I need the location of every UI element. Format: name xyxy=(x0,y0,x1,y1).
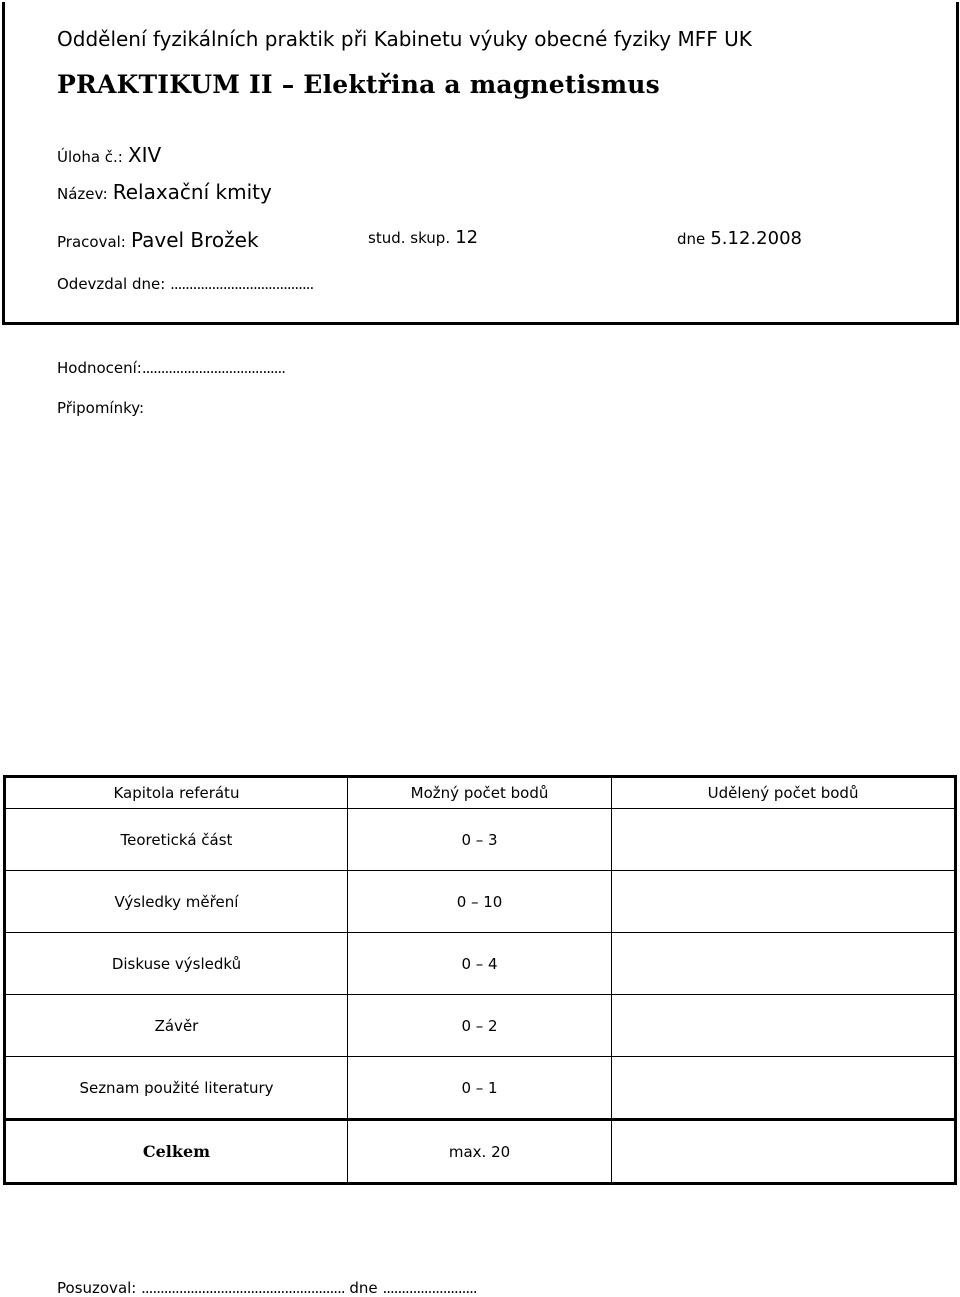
table-row xyxy=(5,933,956,995)
study-group-label: stud. skup. xyxy=(368,229,451,247)
task-name-label: Název: xyxy=(57,185,108,203)
measurement-date-value: 5.12.2008 xyxy=(710,228,802,249)
row-chapter: Teoretická část xyxy=(5,809,348,871)
measurement-date-label: dne xyxy=(677,230,706,248)
notes-label: Připomínky: xyxy=(57,399,145,417)
header-awarded-points: Udělený počet bodů xyxy=(612,777,956,809)
table-row xyxy=(5,995,956,1057)
submitted-value: ...................................... xyxy=(170,275,314,293)
header-chapter: Kapitola referátu xyxy=(5,777,348,809)
author-value: Pavel Brožek xyxy=(130,228,259,252)
study-group-value: 12 xyxy=(455,227,479,248)
row-chapter: Seznam použité literatury xyxy=(5,1057,348,1120)
header-possible-points: Možný počet bodů xyxy=(347,777,611,809)
row-awarded xyxy=(612,871,956,933)
author-label: Pracoval: xyxy=(57,233,126,251)
submitted xyxy=(57,277,313,292)
rating xyxy=(57,361,285,376)
reviewer-label: Posuzoval: xyxy=(57,1279,137,1297)
review-date-value: ......................... xyxy=(382,1279,477,1297)
rating-label: Hodnocení: xyxy=(57,359,142,377)
row-points: 0 – 3 xyxy=(347,809,611,871)
row-points: 0 – 4 xyxy=(347,933,611,995)
score-table xyxy=(3,775,957,1185)
task-number-value: XIV xyxy=(127,143,162,167)
row-awarded xyxy=(612,809,956,871)
total-points: max. 20 xyxy=(347,1120,611,1184)
reviewer xyxy=(57,1281,477,1296)
row-points: 0 – 10 xyxy=(347,871,611,933)
total-awarded xyxy=(612,1120,956,1184)
row-points: 0 – 2 xyxy=(347,995,611,1057)
total-label: Celkem xyxy=(5,1120,348,1184)
review-date-label: dne xyxy=(349,1279,378,1297)
row-points: 0 – 1 xyxy=(347,1057,611,1120)
submitted-label: Odevzdal dne: xyxy=(57,275,166,293)
study-group xyxy=(368,229,478,247)
task-name-value: Relaxační kmity xyxy=(112,180,272,204)
table-total-row xyxy=(5,1120,956,1184)
row-awarded xyxy=(612,933,956,995)
row-awarded xyxy=(612,995,956,1057)
reviewer-value: ...................................................... xyxy=(141,1279,345,1297)
table-header-row xyxy=(5,777,956,809)
table-row xyxy=(5,809,956,871)
task-number xyxy=(57,145,161,165)
author xyxy=(57,230,259,250)
rating-value: ...................................... xyxy=(141,359,286,377)
document-title: PRAKTIKUM II – Elektřina a magnetismus xyxy=(57,70,660,99)
row-chapter: Diskuse výsledků xyxy=(5,933,348,995)
table-row xyxy=(5,871,956,933)
task-name xyxy=(57,182,272,202)
task-number-label: Úloha č.: xyxy=(57,148,123,166)
row-chapter: Závěr xyxy=(5,995,348,1057)
institution-line: Oddělení fyzikálních praktik při Kabinetu výuky obecné fyziky MFF UK xyxy=(57,27,752,51)
row-chapter: Výsledky měření xyxy=(5,871,348,933)
table-row xyxy=(5,1057,956,1120)
measurement-date xyxy=(677,230,802,248)
row-awarded xyxy=(612,1057,956,1120)
